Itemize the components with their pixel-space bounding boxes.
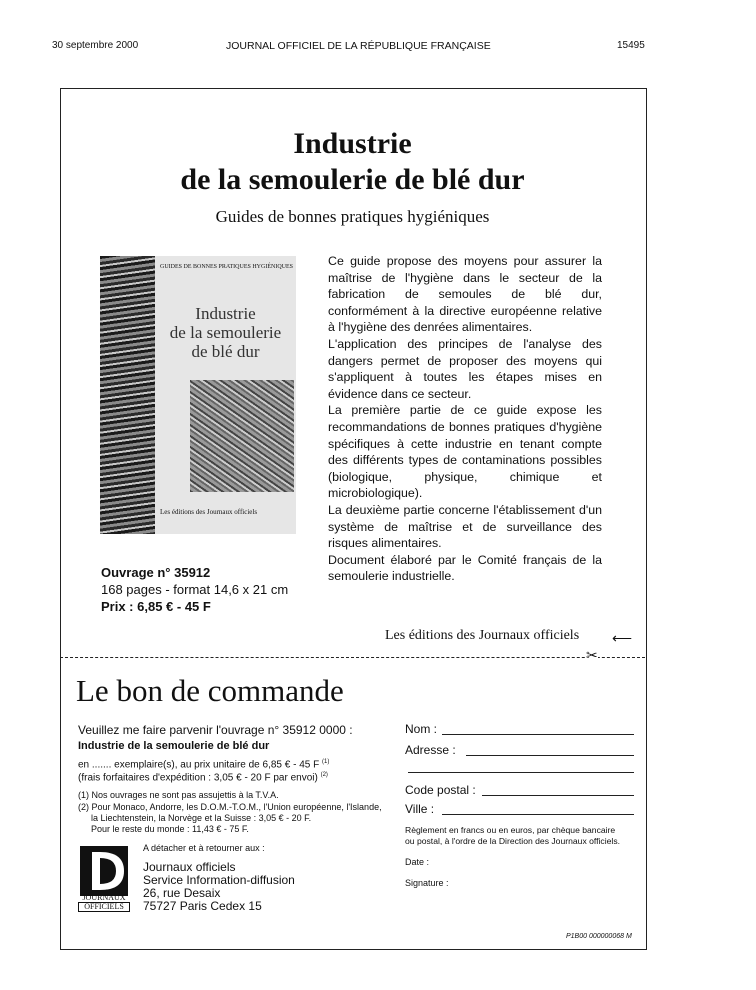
order-fees-line bbox=[78, 772, 328, 783]
journaux-officiels-logo bbox=[80, 846, 128, 912]
code-postal-field-label: Code postal : bbox=[405, 783, 476, 797]
logo-text bbox=[78, 894, 130, 912]
book-cover-image bbox=[100, 256, 296, 534]
book-price: Prix : 6,85 € - 45 F bbox=[101, 599, 211, 614]
order-note-2: (2) Pour Monaco, Andorre, les D.O.M.-T.O.M., l'Union européenne, l'Islande, bbox=[78, 802, 382, 812]
nom-field[interactable] bbox=[442, 734, 634, 735]
description-paragraph: L'application des principes de l'analyse des dangers permet de proposer des moyens qui s'appliquent à toutes les étapes mises en évidence dans ce secteur. bbox=[328, 336, 602, 401]
address-line: 75727 Paris Cedex 15 bbox=[143, 899, 262, 913]
adresse-field-line2[interactable] bbox=[408, 772, 634, 773]
description-paragraph: La première partie de ce guide expose les recommandations de bonnes pratiques d'hygiène spécifiques à cette industrie en tenant compte des différents types de contaminations possibles (biologique, physique, chimique et microbiologique). bbox=[328, 403, 602, 501]
payment-text-line2: ou postal, à l'ordre de la Direction des Journaux officiels. bbox=[405, 836, 621, 846]
address-line: Journaux officiels bbox=[143, 860, 236, 874]
order-note-1: (1) Nos ouvrages ne sont pas assujettis à la T.V.A. bbox=[78, 790, 279, 800]
order-note-4: Pour le reste du monde : 11,43 € - 75 F. bbox=[91, 824, 249, 834]
ville-field-label: Ville : bbox=[405, 802, 435, 816]
description-paragraph: Ce guide propose des moyens pour assurer la maîtrise de l'hygiène dans le secteur de la fabrication de semoules de blé dur, conformément à la directive européenne relative à l'hygiène des denrées alimentaires. bbox=[328, 254, 602, 335]
header-journal-title: JOURNAL OFFICIEL DE LA RÉPUBLIQUE FRANÇAISE bbox=[226, 40, 491, 52]
description bbox=[328, 253, 602, 585]
reference-code: P1B00 000000068 M bbox=[566, 933, 632, 940]
order-book-title: Industrie de la semoulerie de blé dur bbox=[78, 740, 270, 752]
nom-field-label: Nom : bbox=[405, 722, 438, 736]
code-postal-field[interactable] bbox=[482, 795, 634, 796]
order-quantity-footnote: (1) bbox=[322, 759, 330, 765]
arrow-left-icon: ⟵ bbox=[612, 630, 633, 646]
address-line: Service Information-diffusion bbox=[143, 873, 295, 887]
cover-publisher: Les éditions des Journaux officiels bbox=[160, 508, 258, 516]
cover-series-text: GUIDES DE BONNES PRATIQUES HYGIÉNIQUES bbox=[160, 264, 293, 270]
ville-field[interactable] bbox=[442, 814, 634, 815]
order-detach-text: A détacher et à retourner aux : bbox=[143, 843, 265, 853]
date-field-label: Date : bbox=[405, 857, 430, 867]
adresse-field[interactable] bbox=[466, 755, 634, 756]
book-number: Ouvrage n° 35912 bbox=[101, 565, 211, 580]
order-fees-text: (frais forfaitaires d'expédition : 3,05 € - 20 F par envoi) bbox=[78, 772, 318, 784]
order-request: Veuillez me faire parvenir l'ouvrage n° 35912 0000 : bbox=[78, 723, 353, 737]
page-subtitle: Guides de bonnes pratiques hygiéniques bbox=[215, 207, 490, 226]
adresse-field-label: Adresse : bbox=[405, 743, 456, 757]
cover-title-line3: de blé dur bbox=[191, 342, 260, 361]
order-quantity-text: en ....... exemplaire(s), au prix unitaire de 6,85 € - 45 F bbox=[78, 759, 320, 771]
signature-field-label: Signature : bbox=[405, 878, 449, 888]
book-pages: 168 pages - format 14,6 x 21 cm bbox=[101, 582, 289, 597]
cover-title bbox=[155, 304, 296, 361]
header-page-number: 15495 bbox=[617, 40, 645, 51]
page-title-line2: de la semoulerie de blé dur bbox=[180, 163, 525, 196]
order-note-3: la Liechtenstein, la Norvège et la Suisse : 3,05 € - 20 F. bbox=[91, 813, 312, 823]
logo-text-line2: OFFICIELS bbox=[78, 902, 130, 912]
description-paragraph: Document élaboré par le Comité français de la semoulerie industrielle. bbox=[328, 552, 602, 584]
header-date: 30 septembre 2000 bbox=[52, 40, 139, 51]
order-quantity-line bbox=[78, 759, 329, 770]
page-title-line1: Industrie bbox=[293, 127, 412, 160]
description-paragraph: La deuxième partie concerne l'établissement d'un système de maîtrise et de surveillance des risques alimentaires. bbox=[328, 502, 602, 551]
cut-line bbox=[60, 657, 645, 658]
publisher-line: Les éditions des Journaux officiels bbox=[385, 628, 580, 643]
payment-text-line1: Règlement en francs ou en euros, par chèque bancaire bbox=[405, 825, 616, 835]
order-form-heading: Le bon de commande bbox=[76, 673, 344, 708]
logo-text-line1: JOURNAUX bbox=[82, 893, 126, 902]
book-info bbox=[101, 564, 288, 615]
address-line: 26, rue Desaix bbox=[143, 886, 221, 900]
cover-title-line2: de la semoulerie bbox=[169, 323, 282, 342]
cover-title-line1: Industrie bbox=[195, 304, 256, 323]
cover-texture-stripe bbox=[100, 256, 155, 534]
order-fees-footnote: (2) bbox=[320, 772, 328, 778]
scissors-icon: ✂ bbox=[586, 647, 598, 663]
cover-photo bbox=[190, 380, 294, 492]
